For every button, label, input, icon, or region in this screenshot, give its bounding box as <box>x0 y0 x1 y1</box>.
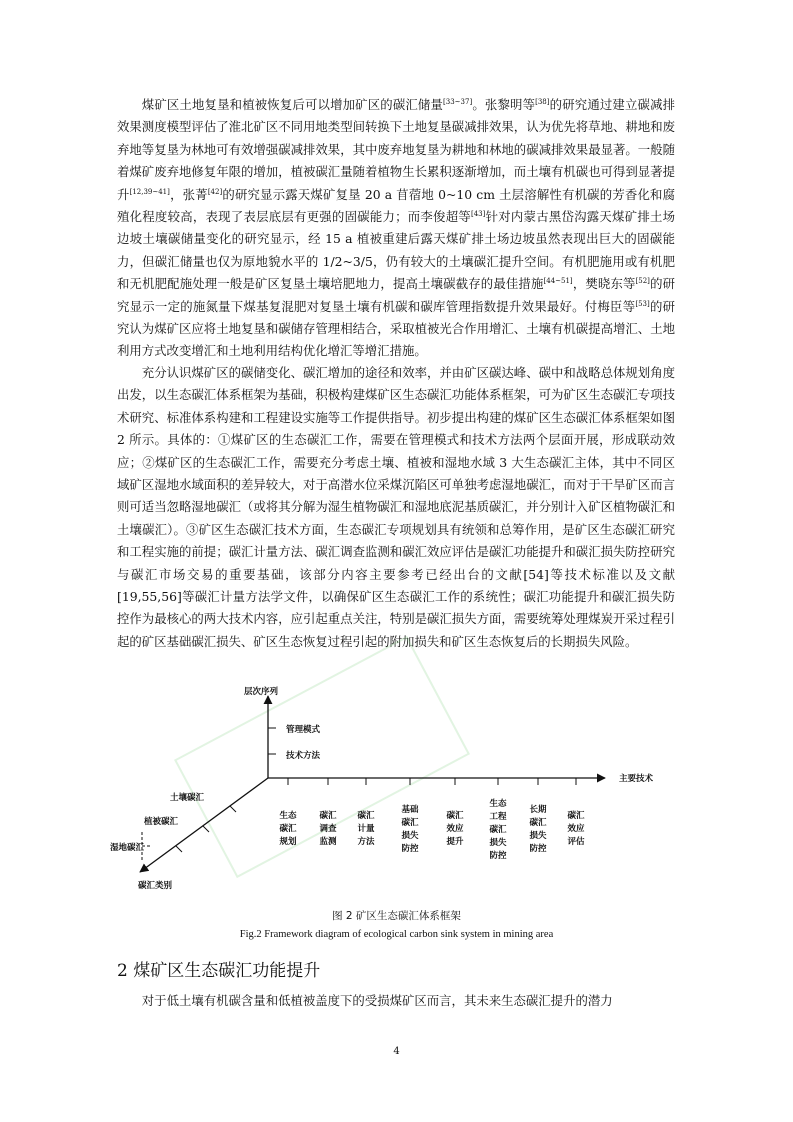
citation: [52] <box>635 277 650 286</box>
citation: [53] <box>635 299 650 308</box>
axis-vertical-label: 层次序列 <box>244 687 279 697</box>
citation: [38] <box>535 97 550 106</box>
technique-label: 长期碳汇损失防控 <box>529 805 547 854</box>
page-number: 4 <box>393 1046 400 1057</box>
technique-label: 碳汇调查监测 <box>319 811 337 847</box>
paragraph-1: 煤矿区土地复垦和植被恢复后可以增加矿区的碳汇储量[33~37]。张黎明等[38]的研究通过建立碳减排效果测度模型评估了淮北矿区不同用地类型间转换下土地复垦碳减排效果，认为优先将草地、耕地和废弃地等复垦为林地可有效增强碳减排效果，其中废弃地复垦为耕地和林地的碳减排效果最显著。一般随着煤矿废弃地修复年限的增加，植被碳汇量随着植物生长累积逐渐增加，而土壤有机碳也可得到显著提升[12,39~41]，张菁[42]的研究显示露天煤矿复垦 20 a 苜蓿地 0~10 cm 土层溶解性有机碳的芳香化和腐殖化程度较高，表现了表层底层有更强的固碳能力；而李俊超等[43]针对内蒙古黑岱沟露天煤矿排土场边坡土壤碳储量变化的研究显示，经 15 a 植被重建后露天煤矿排土场边坡虽然表现出巨大的固碳能力，但碳汇储量也仅为原地貌水平的 1/2~3/5，仍有较大的土壤碳汇提升空间。有机肥施用或有机肥和无机肥配施处理一般是矿区复垦土壤培肥地力，提高土壤碳截存的最佳措施[44~51]，樊晓东等[52]的研究显示一定的施氮量下煤基复混肥对复垦土壤有机碳和碳库管理指数提升效果最好。付梅臣等[53]的研究认为煤矿区应将土地复垦和碳储存管理相结合，采取植被光合作用增汇、土壤有机碳提高增汇、土地利用方式改变增汇和土地利用结构优化增汇等增汇措施。 <box>117 97 676 359</box>
technique-label: 碳汇效应评估 <box>567 811 585 847</box>
citation: [44~51] <box>543 277 573 286</box>
technique-ticks <box>288 778 576 785</box>
technique-labels <box>278 798 585 861</box>
citation: [33~37] <box>443 97 473 106</box>
axis-diagonal-label: 碳汇类别 <box>138 881 173 891</box>
citation: [12,39~41] <box>129 187 170 196</box>
framework-diagram <box>110 682 670 902</box>
section-heading: 2 煤矿区生态碳汇功能提升 <box>117 961 321 981</box>
category-label: 植被碳汇 <box>144 817 179 827</box>
paragraph-2: 充分认识煤矿区的碳储变化、碳汇增加的途径和效率，并由矿区碳达峰、碳中和战略总体规划角度出发，以生态碳汇体系框架为基础，积极构建煤矿区生态碳汇功能体系框架，可为矿区生态碳汇专项技术研究、标准体系构建和工程建设实施等工作提供指导。初步提出构建的煤矿区生态碳汇体系框架如图 2 所示。具体的：①煤矿区的生态碳汇工作，需要在管理模式和技术方法两个层面开展，形成联动效应；②煤矿区的生态碳汇工作，需要充分考虑土壤、植被和湿地水域 3 大生态碳汇主体，其中不同区域矿区湿地水域面积的差异较大，对于高潜水位采煤沉陷区可单独考虑湿地碳汇，而对于干旱矿区而言则可适当忽略湿地碳汇（或将其分解为湿生植物碳汇和湿地底泥基质碳汇，并分别计入矿区植物碳汇和土壤碳汇）。③矿区生态碳汇技术方面，生态碳汇专项规划具有统领和总筹作用，是矿区生态碳汇研究和工程实施的前提；碳汇计量方法、碳汇调查监测和碳汇效应评估是碳汇功能提升和碳汇损失防控研究与碳汇市场交易的重要基础，该部分内容主要参考已经出台的文献[54]等技术标准以及文献[19,55,56]等碳汇计量方法学文件，以确保矿区生态碳汇工作的系统性；碳汇功能提升和碳汇损失防控作为最核心的两大技术内容，应引起重点关注，特别是碳汇损失方面，需要统筹处理煤炭开采过程引起的矿区基础碳汇损失、矿区生态恢复过程引起的附加损失和矿区生态恢复后的长期损失风险。 <box>117 365 675 649</box>
technique-label: 碳汇计量方法 <box>357 811 375 847</box>
technique-label: 碳汇效应提升 <box>446 811 464 847</box>
figure-caption-cn: 图 2 矿区生态碳汇体系框架 <box>332 910 461 922</box>
level-label: 管理模式 <box>286 725 321 735</box>
technique-label: 生态工程碳汇损失防控 <box>489 799 507 861</box>
citation: [42] <box>207 187 223 196</box>
category-label: 湿地碳汇 <box>110 843 145 853</box>
level-label: 技术方法 <box>286 751 321 761</box>
technique-label: 基础碳汇损失防控 <box>401 805 419 854</box>
category-label: 土壤碳汇 <box>170 793 205 803</box>
figure-caption-en: Fig.2 Framework diagram of ecological carbon sink system in mining area <box>239 929 554 940</box>
citation: [43] <box>471 209 486 218</box>
technique-label: 生态碳汇规划 <box>279 811 297 847</box>
paragraph-3: 对于低土壤有机碳含量和低植被盖度下的受损煤矿区而言，其未来生态碳汇提升的潜力 <box>141 993 613 1008</box>
axis-horizontal-label: 主要技术 <box>619 774 654 784</box>
